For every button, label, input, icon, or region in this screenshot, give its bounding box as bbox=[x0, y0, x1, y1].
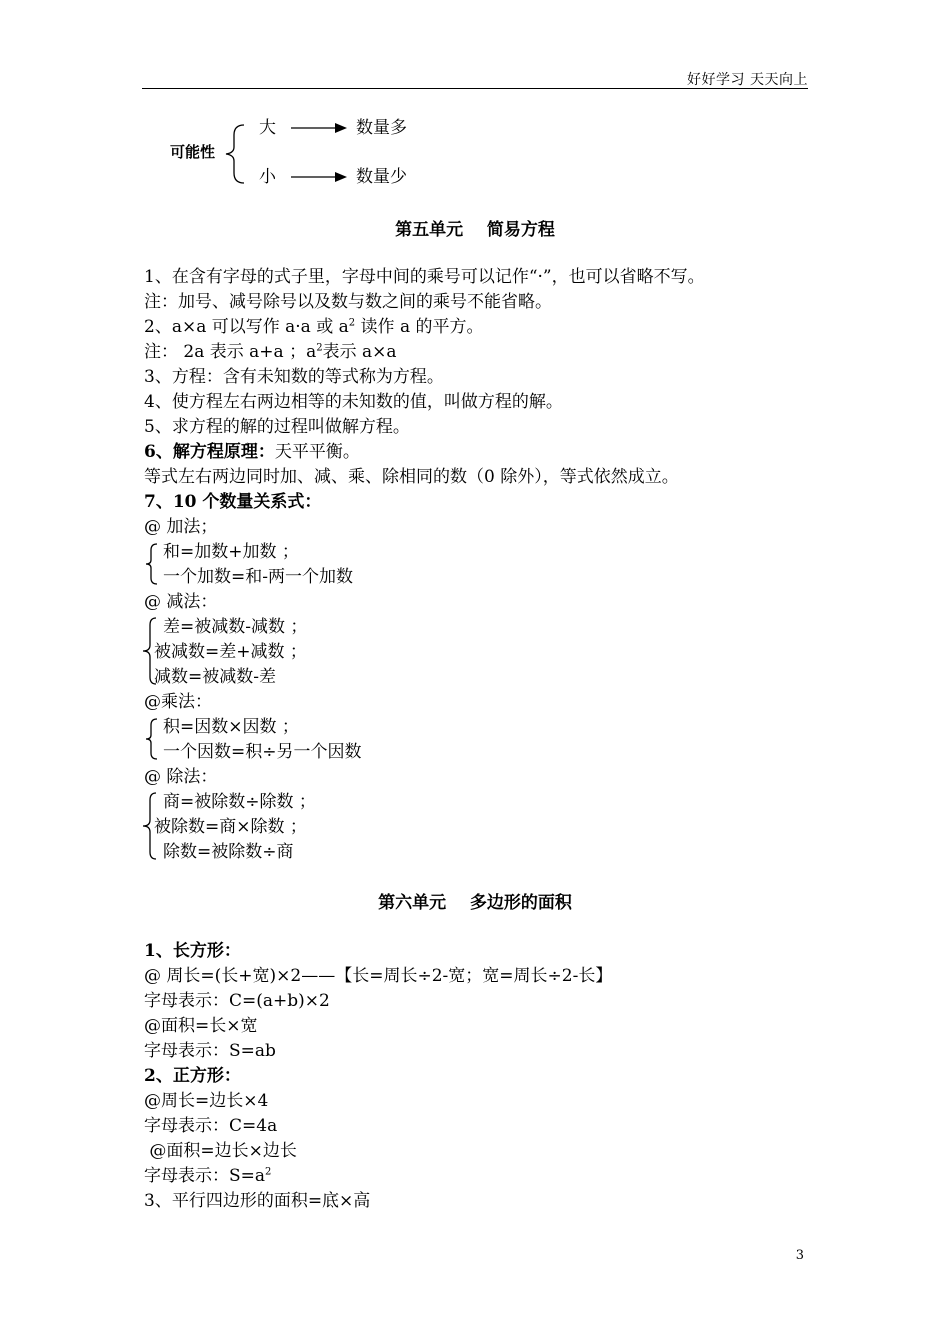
possibility-brace bbox=[222, 123, 248, 185]
multiplication-heading: @乘法： bbox=[144, 692, 212, 712]
unit6-line-11: 3、平行四边形的面积=底×高 bbox=[144, 1191, 371, 1211]
unit6-line-2: @ 周长=(长+宽)×2——【长=周长÷2-宽；宽=周长÷2-长】 bbox=[144, 966, 613, 986]
unit6-line-4: @面积=长×宽 bbox=[144, 1016, 258, 1036]
unit6-line-3: 字母表示：C=(a+b)×2 bbox=[144, 991, 330, 1011]
unit6-line-7: @周长=边长×4 bbox=[144, 1091, 269, 1111]
unit5-title: 第五单元 简易方程 bbox=[395, 220, 555, 240]
unit5-line-5: 3、方程：含有未知数的等式称为方程。 bbox=[144, 367, 444, 387]
addition-heading: @ 加法； bbox=[144, 517, 218, 537]
unit6-line-9: @面积=边长×边长 bbox=[144, 1141, 297, 1161]
unit6-line-8: 字母表示：C=4a bbox=[144, 1116, 278, 1136]
page-number: 3 bbox=[795, 1248, 804, 1263]
unit6-line-6: 2、正方形： bbox=[144, 1066, 241, 1086]
unit5-line-8: 6、解方程原理：天平平衡。 bbox=[144, 442, 360, 462]
possibility-label: 可能性 bbox=[170, 143, 216, 161]
division-item-1: 商=被除数÷除数 ； bbox=[163, 792, 316, 812]
subtraction-item-1: 差=被减数-减数 ； bbox=[163, 617, 308, 637]
division-heading: @ 除法： bbox=[144, 767, 218, 787]
unit6-title: 第六单元 多边形的面积 bbox=[378, 893, 572, 913]
multiplication-item-2: 一个因数=积÷另一个因数 bbox=[163, 742, 362, 762]
division-item-2: 被除数=商×除数 ； bbox=[154, 817, 307, 837]
unit5-line-4: 注： 2a 表示 a+a ；$a^2$表示 a×a bbox=[144, 342, 397, 362]
addition-brace bbox=[143, 542, 159, 586]
possibility-big: 大 bbox=[259, 118, 276, 138]
subtraction-item-3: 减数=被减数-差 bbox=[154, 667, 276, 687]
unit6-line-1: 1、长方形： bbox=[144, 941, 241, 961]
unit6-line-10: 字母表示：$S=a^2$ bbox=[144, 1166, 272, 1186]
possibility-big-result: 数量多 bbox=[356, 118, 407, 138]
unit5-line-1: 1、在含有字母的式子里，字母中间的乘号可以记作“·”，也可以省略不写。 bbox=[144, 267, 705, 287]
division-item-3: 除数=被除数÷商 bbox=[163, 842, 294, 862]
unit5-line-6: 4、使方程左右两边相等的未知数的值，叫做方程的解。 bbox=[144, 392, 563, 412]
subtraction-heading: @ 减法： bbox=[144, 592, 218, 612]
addition-item-1: 和=加数+加数 ； bbox=[163, 542, 299, 562]
possibility-small-result: 数量少 bbox=[356, 167, 407, 187]
unit5-line-7: 5、求方程的解的过程叫做解方程。 bbox=[144, 417, 410, 437]
multiplication-item-1: 积=因数×因数 ； bbox=[163, 717, 299, 737]
unit5-line-10: 7、10 个数量关系式： bbox=[144, 492, 322, 512]
arrow-right-icon bbox=[289, 121, 349, 135]
unit5-line-2: 注：加号、减号除号以及数与数之间的乘号不能省略。 bbox=[144, 292, 552, 312]
possibility-small: 小 bbox=[259, 167, 276, 187]
header-text: 好好学习 天天向上 bbox=[687, 72, 808, 88]
header-rule bbox=[142, 88, 808, 89]
unit5-line-3: 2、a×a 可以写作 a·a 或 $a^2$ 读作 a 的平方。 bbox=[144, 317, 484, 337]
multiplication-brace bbox=[143, 717, 159, 761]
subtraction-item-2: 被减数=差+减数 ； bbox=[154, 642, 307, 662]
addition-item-2: 一个加数=和-两一个加数 bbox=[163, 567, 353, 587]
arrow-right-icon bbox=[289, 170, 349, 184]
unit6-line-5: 字母表示：S=ab bbox=[144, 1041, 276, 1061]
unit5-line-9: 等式左右两边同时加、减、乘、除相同的数（0 除外），等式依然成立。 bbox=[144, 467, 679, 487]
